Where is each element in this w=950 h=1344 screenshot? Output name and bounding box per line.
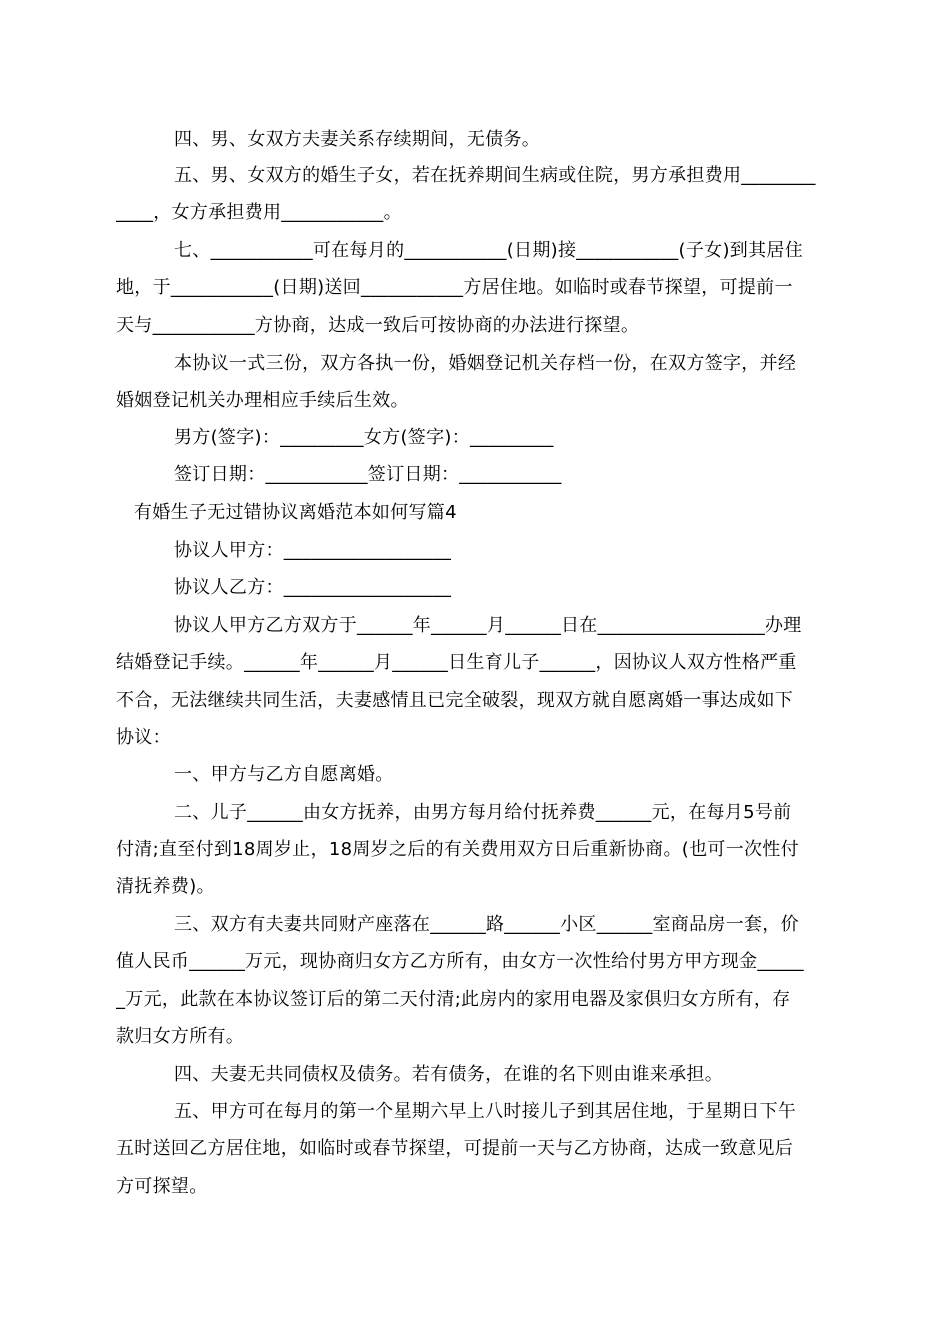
party-b-line: 协议人乙方：__________________ [174, 577, 452, 598]
paragraph-line: 协议： [116, 727, 171, 748]
party-a-line: 协议人甲方：__________________ [174, 540, 452, 561]
paragraph-line: 五、男、女双方的婚生子女，若在抚养期间生病或住院，男方承担费用________ [174, 165, 816, 186]
section-heading: 有婚生子无过错协议离婚范本如何写篇4 [134, 502, 457, 523]
paragraph-line: 五、甲方可在每月的第一个星期六早上八时接儿子到其居住地，于星期日下午 [174, 1101, 797, 1122]
paragraph-line: 天与___________方协商，达成一致后可按协商的办法进行探望。 [116, 315, 640, 336]
paragraph-line: 款归女方所有。 [116, 1026, 245, 1047]
paragraph-line: ____，女方承担费用___________。 [116, 202, 402, 223]
paragraph-line: 二、儿子______由女方抚养，由男方每月给付抚养费______元，在每月5号前 [174, 802, 792, 823]
paragraph-line: 清抚养费)。 [116, 876, 215, 897]
paragraph-line: 值人民币______万元，现协商归女方乙方所有，由女方一次性给付男方甲方现金_____ [116, 951, 804, 972]
paragraph-line: 方可探望。 [116, 1176, 208, 1197]
paragraph-line: 协议人甲方乙方双方于______年______月______日在__________________办理 [174, 615, 802, 636]
paragraph-line: 本协议一式三份，双方各执一份，婚姻登记机关存档一份，在双方签字，并经 [174, 353, 797, 374]
paragraph-line: 一、甲方与乙方自愿离婚。 [174, 764, 394, 785]
paragraph-line: 结婚登记手续。______年______月______日生育儿子______，因协议人双方性格严重 [116, 652, 797, 673]
paragraph-line: 不合，无法继续共同生活，夫妻感情且已完全破裂，现双方就自愿离婚一事达成如下 [116, 690, 794, 711]
signature-line: 男方(签字)：_________女方(签字)：_________ [174, 427, 554, 448]
paragraph-line: 地，于___________(日期)送回___________方居住地。如临时或春节探望，可提前一 [116, 277, 793, 298]
paragraph-line: 三、双方有夫妻共同财产座落在______路______小区______室商品房一套，价 [174, 914, 799, 935]
date-line: 签订日期：___________签订日期：___________ [174, 464, 562, 485]
paragraph-line: 付清;直至付到18周岁止，18周岁之后的有关费用双方日后重新协商。(也可一次性付 [116, 839, 799, 860]
paragraph-line: 四、男、女双方夫妻关系存续期间，无债务。 [174, 129, 540, 150]
paragraph-line: 七、___________可在每月的___________(日期)接___________(子女)到其居住 [174, 240, 803, 261]
paragraph-line: 四、夫妻无共同债权及债务。若有债务，在谁的名下则由谁来承担。 [174, 1064, 723, 1085]
paragraph-line: 五时送回乙方居住地，如临时或春节探望，可提前一天与乙方协商，达成一致意见后 [116, 1138, 794, 1159]
paragraph-line: _万元，此款在本协议签订后的第二天付清;此房内的家用电器及家俱归女方所有，存 [116, 989, 791, 1010]
paragraph-line: 婚姻登记机关办理相应手续后生效。 [116, 390, 409, 411]
